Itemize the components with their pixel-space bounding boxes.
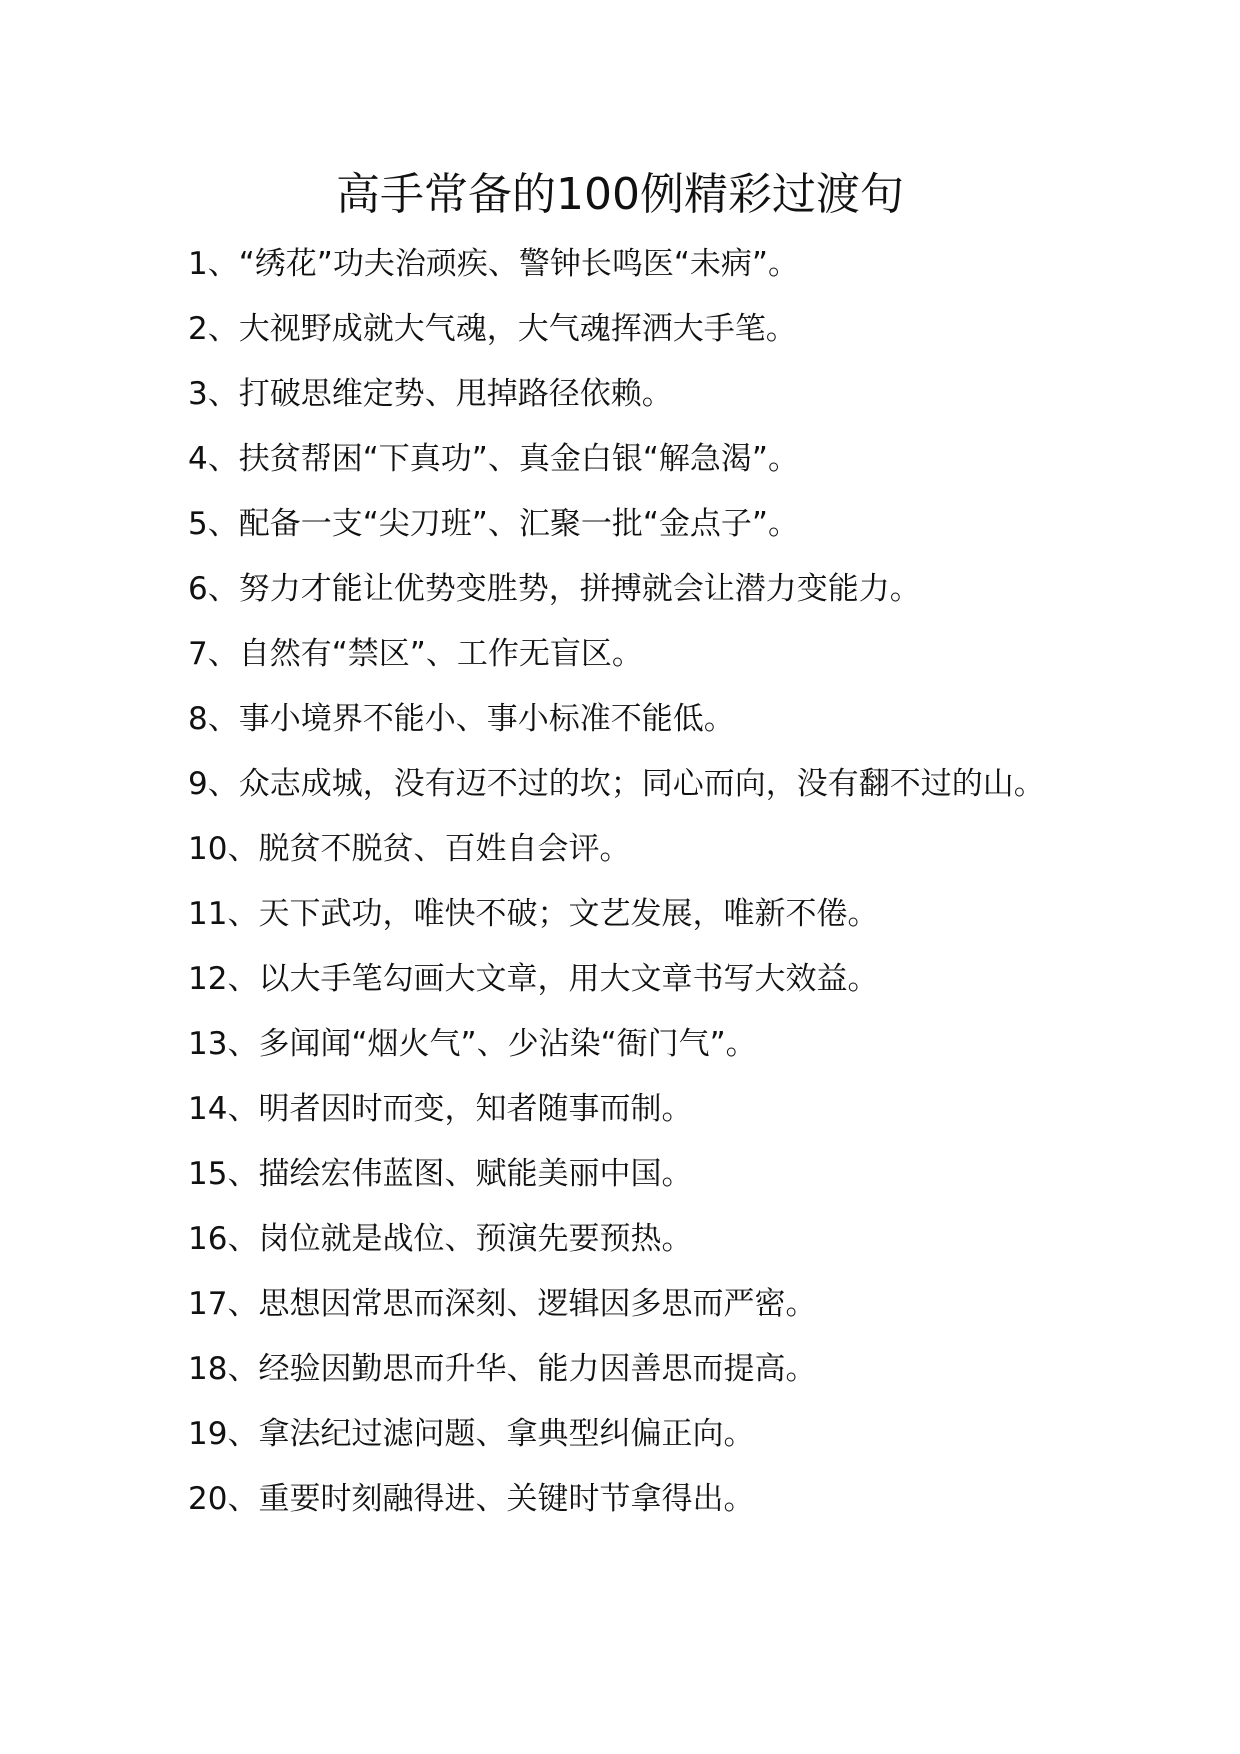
list-item: 18、经验因勤思而升华、能力因善思而提高。 bbox=[188, 1351, 817, 1387]
document-title: 高手常备的100例精彩过渡句 bbox=[336, 169, 904, 220]
list-item: 16、岗位就是战位、预演先要预热。 bbox=[188, 1221, 693, 1257]
list-item: 13、多闻闻“烟火气”、少沾染“衙门气”。 bbox=[188, 1026, 757, 1062]
list-item: 1、“绣花”功夫治顽疾、警钟长鸣医“未病”。 bbox=[188, 246, 799, 282]
list-item: 5、配备一支“尖刀班”、汇聚一批“金点子”。 bbox=[188, 506, 799, 542]
list-item: 11、天下武功，唯快不破；文艺发展，唯新不倦。 bbox=[188, 896, 879, 932]
list-item: 10、脱贫不脱贫、百姓自会评。 bbox=[188, 831, 631, 867]
list-item: 8、事小境界不能小、事小标准不能低。 bbox=[188, 701, 735, 737]
list-item: 9、众志成城，没有迈不过的坎；同心而向，没有翻不过的山。 bbox=[188, 766, 1045, 802]
list-item: 3、打破思维定势、甩掉路径依赖。 bbox=[188, 376, 673, 412]
list-item: 19、拿法纪过滤问题、拿典型纠偏正向。 bbox=[188, 1416, 755, 1452]
list-item: 14、明者因时而变，知者随事而制。 bbox=[188, 1091, 693, 1127]
list-item: 2、大视野成就大气魂，大气魂挥洒大手笔。 bbox=[188, 311, 797, 347]
list-item: 7、自然有“禁区”、工作无盲区。 bbox=[188, 636, 643, 672]
list-item: 12、以大手笔勾画大文章，用大文章书写大效益。 bbox=[188, 961, 879, 997]
list-item: 6、努力才能让优势变胜势，拼搏就会让潜力变能力。 bbox=[188, 571, 921, 607]
list-item: 4、扶贫帮困“下真功”、真金白银“解急渴”。 bbox=[188, 441, 799, 477]
list-item: 20、重要时刻融得进、关键时节拿得出。 bbox=[188, 1481, 755, 1517]
list-item: 15、描绘宏伟蓝图、赋能美丽中国。 bbox=[188, 1156, 693, 1192]
list-item: 17、思想因常思而深刻、逻辑因多思而严密。 bbox=[188, 1286, 817, 1322]
sentence-list bbox=[188, 232, 1068, 1532]
